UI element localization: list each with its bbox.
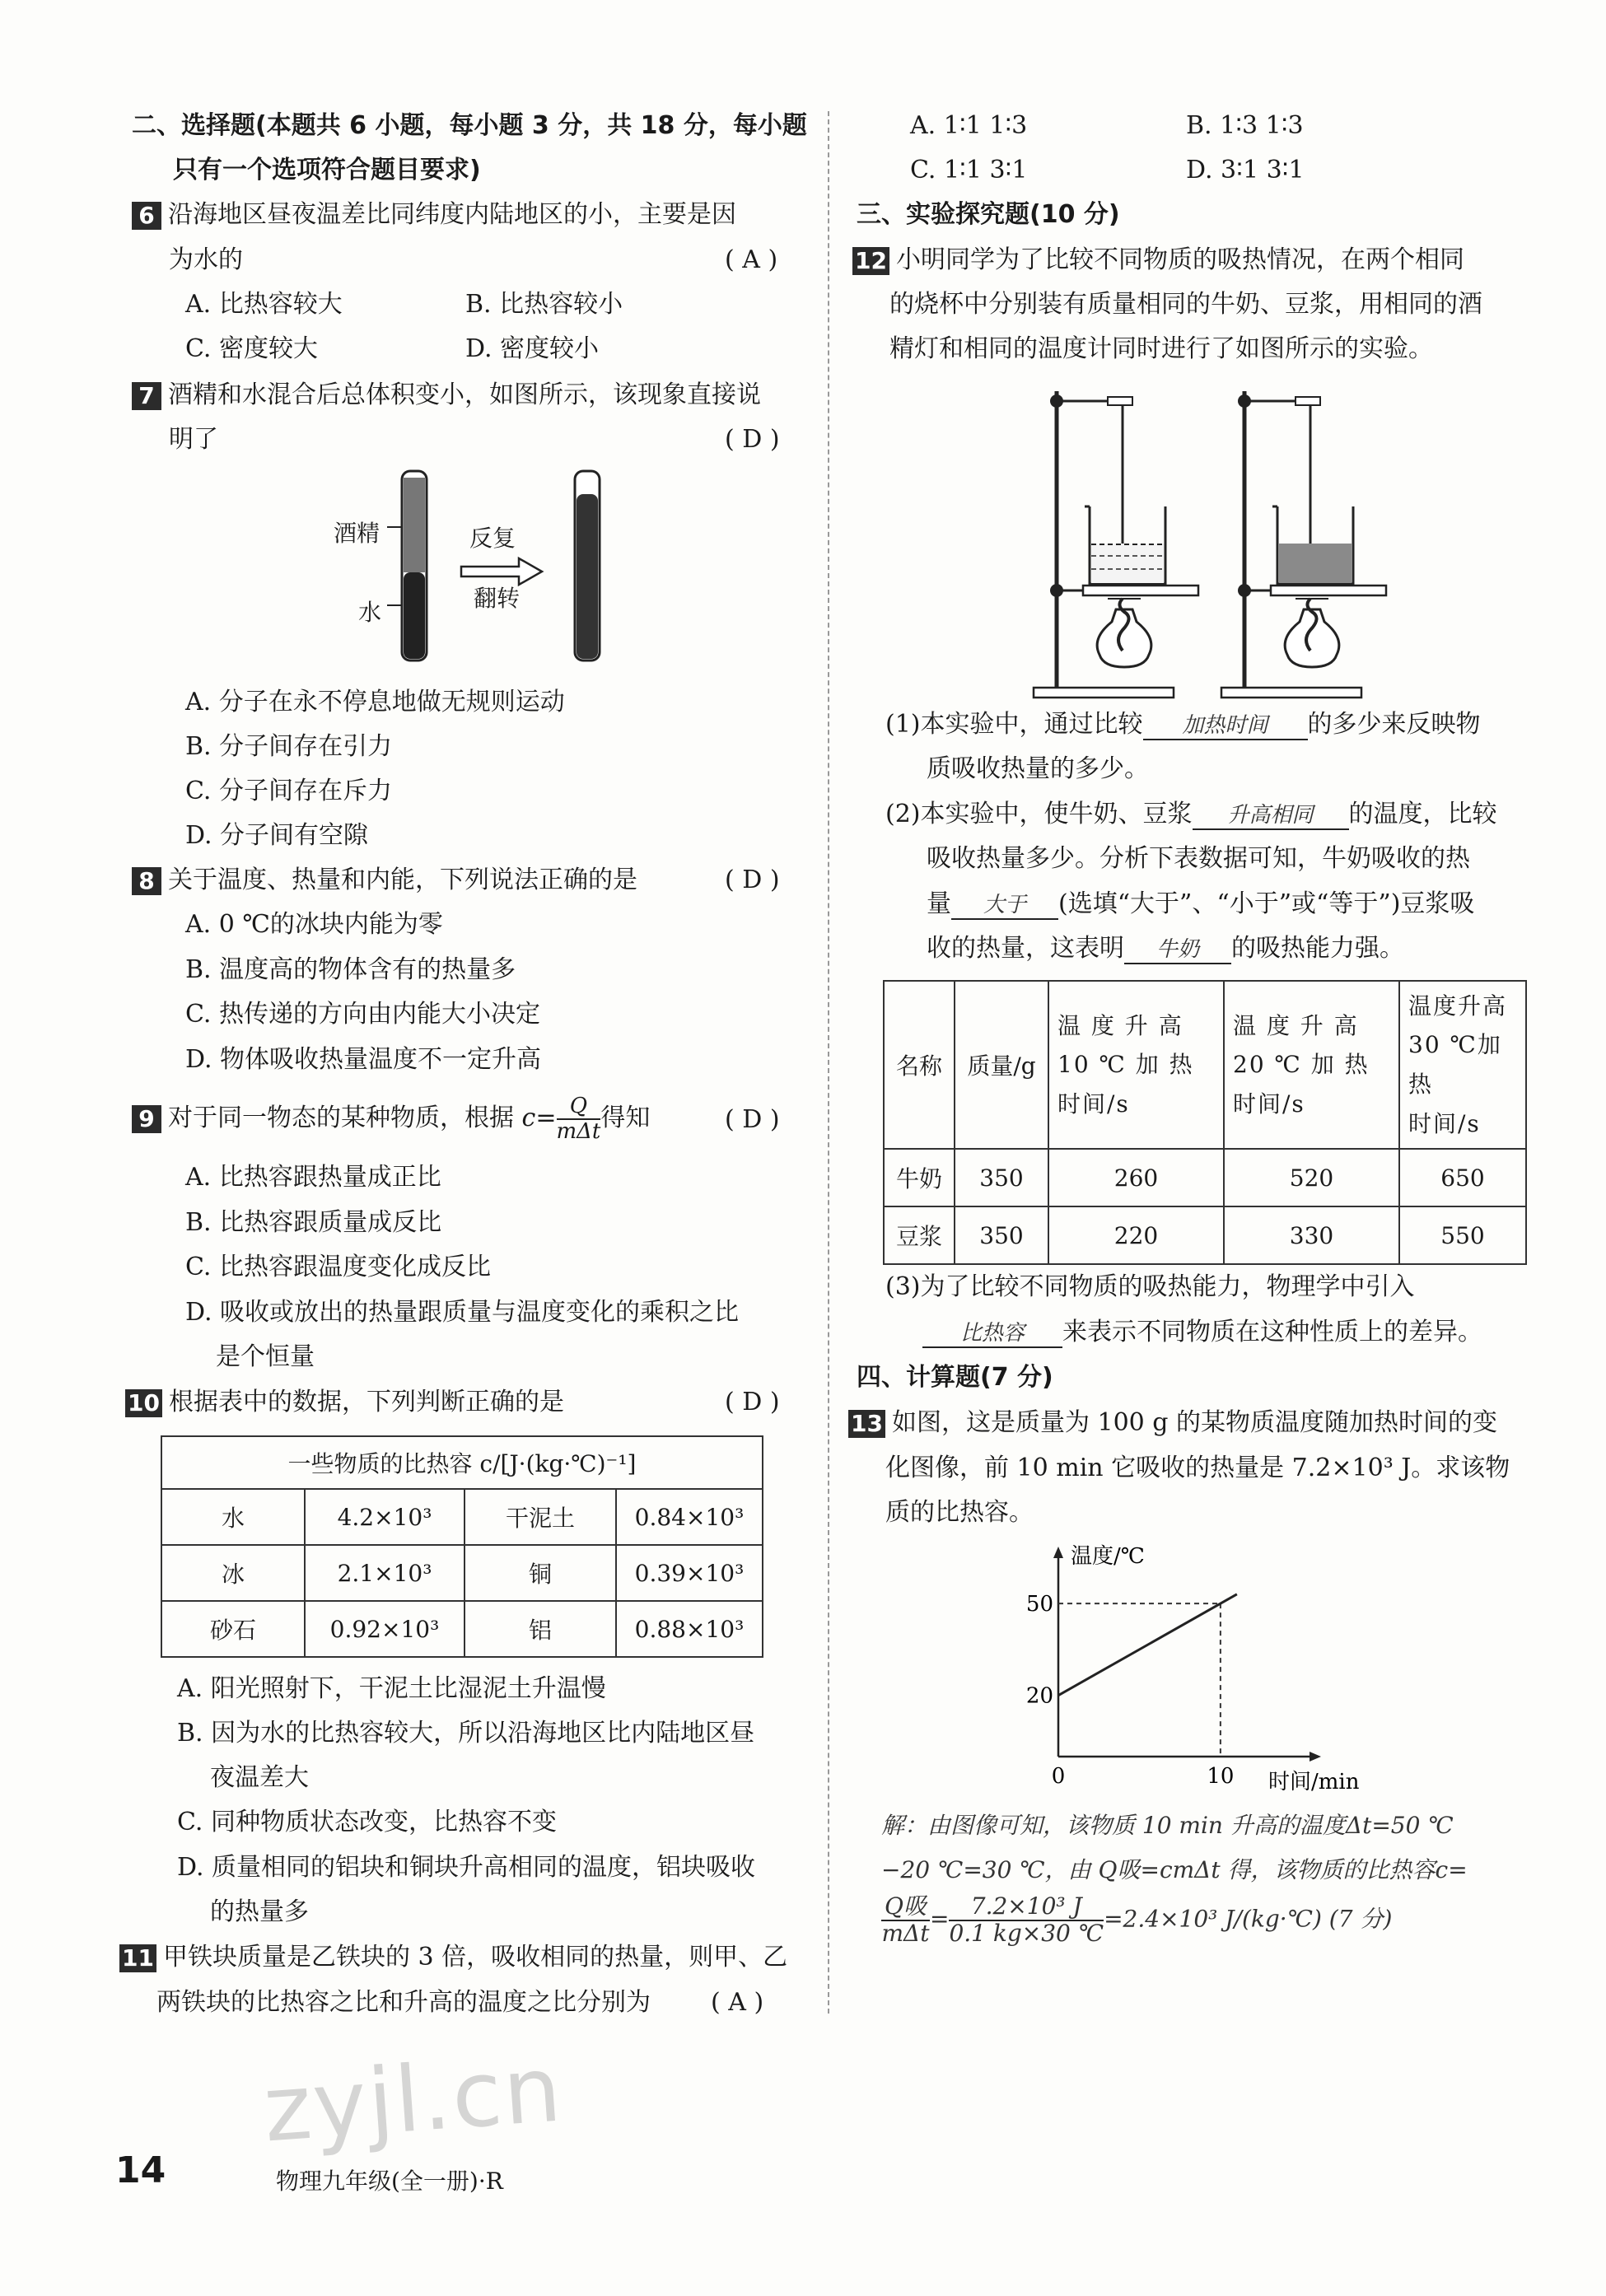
question-text: 甲铁块质量是乙铁块的 3 倍，吸收相同的热量，则甲、乙: [162, 1943, 788, 1972]
table-row: [884, 1149, 1526, 1206]
q11-option-a: A. 1∶1 1∶3: [910, 111, 1028, 140]
fill-blank[interactable]: 比热容: [922, 1321, 1062, 1348]
q12-part-2: [885, 800, 1497, 830]
table-row: [161, 1545, 763, 1601]
q11-option-d: D. 3∶1 3∶1: [1186, 156, 1305, 184]
table-cell: 330: [1224, 1206, 1399, 1264]
q11-option-b: B. 1∶3 1∶3: [1186, 111, 1304, 140]
option-b: B. 因为水的比热容较大，所以沿海地区比内陆地区昼: [177, 1719, 755, 1748]
numerator: 7.2×10³ J: [949, 1894, 1104, 1921]
option-a: A. 分子在永不停息地做无规则运动: [185, 688, 565, 716]
y-axis-label: 温度/℃: [1071, 1544, 1145, 1569]
apparatus-left: [1034, 391, 1198, 698]
section-3-heading: 三、实验探究题(10 分): [857, 200, 1120, 229]
text: 量: [927, 889, 951, 918]
table-row: [884, 1206, 1526, 1264]
x-axis-label: 时间/min: [1268, 1770, 1360, 1794]
water-layer: [404, 572, 425, 659]
table-cell: 0.92×10³: [305, 1601, 465, 1657]
result-text: =2.4×10³ J/(kg·℃) (7 分): [1104, 1905, 1393, 1933]
option-b: B. 分子间存在引力: [185, 732, 393, 761]
table-cell: 0.88×10³: [616, 1601, 763, 1657]
answer-mark: ( A ): [725, 245, 778, 274]
text: 来表示不同物质在这种性质上的差异。: [1062, 1318, 1482, 1346]
alcohol-layer: [404, 478, 425, 572]
question-text-cont: 的烧杯中分别装有质量相同的牛奶、豆浆，用相同的酒: [889, 290, 1482, 319]
table-cell: 2.1×10³: [305, 1545, 465, 1601]
option-a: A. 比热容较大: [185, 290, 343, 319]
fill-blank[interactable]: 加热时间: [1143, 713, 1308, 740]
header-line: 时间/s: [1057, 1090, 1130, 1118]
option-b-cont: 夜温差大: [210, 1763, 309, 1792]
y-tick-label: 50: [1025, 1592, 1053, 1617]
data-series-line: [1058, 1594, 1237, 1696]
formula-fraction: [557, 1094, 601, 1143]
repeat-label: 反复: [469, 525, 516, 552]
table-row: [161, 1601, 763, 1657]
q12-part-3: (3)为了比较不同物质的吸热能力，物理学中引入: [885, 1272, 1415, 1301]
table-cell: 4.2×10³: [305, 1489, 465, 1545]
option-b: B. 比热容跟质量成反比: [185, 1208, 442, 1237]
test-tube-diagram: [321, 469, 618, 675]
option-a: A. 比热容跟热量成正比: [185, 1163, 441, 1192]
question-text-cont: 明了: [169, 425, 218, 454]
table-cell: 220: [1048, 1206, 1224, 1264]
mixture-layer: [577, 494, 598, 659]
table-cell: 豆浆: [884, 1206, 955, 1264]
table-cell: 350: [955, 1149, 1048, 1206]
water-label: 水: [358, 599, 382, 626]
column-header: 质量/g: [955, 981, 1048, 1149]
header-line: 温 度 升 高: [1057, 1011, 1183, 1039]
formula-fraction: [949, 1894, 1104, 1947]
option-c: C. 密度较大: [185, 334, 318, 363]
option-d-cont: 的热量多: [210, 1897, 309, 1926]
q12-part-2-cont: 吸收热量多少。分析下表数据可知，牛奶吸收的热: [927, 844, 1470, 873]
column-divider: [828, 111, 829, 2014]
section-2-heading: 二、选择题(本题共 6 小题，每小题 3 分，共 18 分，每小题: [132, 111, 807, 140]
text: (2)本实验中，使牛奶、豆浆: [885, 800, 1193, 828]
table-cell: 水: [161, 1489, 305, 1545]
question-text-cont: 质的比热容。: [885, 1498, 1034, 1527]
x-tick-label: 10: [1207, 1764, 1235, 1789]
q12-part-3-cont: [922, 1318, 1482, 1348]
fill-blank[interactable]: 大于: [951, 893, 1058, 920]
option-d: D. 密度较小: [465, 334, 600, 363]
table-cell: 砂石: [161, 1601, 305, 1657]
header-line: 10 ℃ 加 热: [1057, 1051, 1194, 1079]
question-8: [132, 866, 637, 895]
y-axis-arrow-icon: [1053, 1547, 1063, 1558]
text: 的吸热能力强。: [1231, 934, 1404, 963]
specific-heat-table: [161, 1435, 763, 1658]
q11-option-c: C. 1∶1 3∶1: [910, 156, 1028, 184]
fill-blank[interactable]: 牛奶: [1124, 937, 1231, 964]
option-a: A. 阳光照射下，干泥土比湿泥土升温慢: [177, 1674, 606, 1703]
question-number: 13: [848, 1410, 885, 1438]
table-header-row: [884, 981, 1526, 1149]
question-text: 小明同学为了比较不同物质的吸热情况，在两个相同: [895, 245, 1464, 274]
q12-part-2-cont: [927, 934, 1404, 964]
option-b: B. 比热容较小: [465, 290, 623, 319]
test-tube-figure: [321, 469, 618, 675]
question-text: 对于同一物态的某种物质，根据: [168, 1104, 514, 1132]
q12-part-1-cont: 质吸收热量的多少。: [927, 754, 1149, 783]
answer-mark: ( D ): [725, 1388, 780, 1416]
text: 的多少来反映物: [1307, 710, 1481, 739]
header-line: 时间/s: [1408, 1109, 1481, 1137]
table-title: 一些物质的比热容 c/[J·(kg·℃)⁻¹]: [161, 1436, 763, 1489]
watermark: zyjl.cn: [259, 2036, 567, 2163]
text: (1)本实验中，通过比较: [885, 710, 1143, 739]
table-cell: 铜: [465, 1545, 616, 1601]
question-number: 6: [132, 202, 161, 230]
question-number: 9: [132, 1105, 161, 1133]
table-cell: 0.39×10³: [616, 1545, 763, 1601]
formula-lhs: c=: [521, 1104, 557, 1132]
fill-blank[interactable]: 升高相同: [1193, 803, 1349, 830]
option-d: D. 质量相同的铝块和铜块升高相同的温度，铝块吸收: [177, 1853, 756, 1882]
option-c: C. 分子间存在斥力: [185, 777, 392, 805]
x-tick-label: 0: [1051, 1764, 1066, 1789]
question-number: 10: [125, 1389, 162, 1417]
x-axis-arrow-icon: [1310, 1752, 1321, 1762]
formula-denominator: mΔt: [556, 1119, 601, 1144]
option-d: D. 吸收或放出的热量跟质量与温度变化的乘积之比: [185, 1298, 740, 1327]
question-text: 如图，这是质量为 100 g 的某物质温度随加热时间的变: [891, 1408, 1498, 1437]
header-line: 时间/s: [1233, 1090, 1305, 1118]
heating-time-table: [883, 980, 1527, 1265]
text: (选填“大于”、“小于”或“等于”)豆浆吸: [1058, 889, 1475, 918]
section-2-heading-cont: 只有一个选项符合题目要求): [173, 156, 481, 184]
solution-line-2: −20 ℃=30 ℃，由 Q吸=cmΔt 得，该物质的比热容c=: [881, 1856, 1468, 1883]
book-title: 物理九年级(全一册)·R: [276, 2168, 503, 2195]
alcohol-label: 酒精: [334, 520, 380, 547]
option-d: D. 物体吸收热量温度不一定升高: [185, 1045, 542, 1074]
option-d-cont: 是个恒量: [216, 1342, 315, 1371]
question-13: [848, 1408, 1497, 1438]
apparatus-right: [1221, 391, 1386, 698]
answer-mark: ( D ): [725, 425, 780, 454]
heating-apparatus-figure: [1025, 383, 1388, 704]
question-number: 11: [119, 1944, 156, 1972]
table-cell: 冰: [161, 1545, 305, 1601]
question-6: [132, 200, 736, 230]
table-cell: 550: [1399, 1206, 1526, 1264]
q12-part-1: [885, 710, 1481, 740]
header-line: 30 ℃加热: [1408, 1031, 1502, 1098]
question-text: 根据表中的数据，下列判断正确的是: [168, 1388, 564, 1416]
question-number: 8: [132, 867, 161, 895]
column-header-30: [1399, 981, 1526, 1149]
q12-part-2-cont: [927, 889, 1474, 920]
question-10: [125, 1388, 564, 1417]
question-7: [132, 380, 761, 410]
option-c: C. 同种物质状态改变，比热容不变: [177, 1808, 557, 1836]
header-line: 温 度 升 高: [1233, 1011, 1359, 1039]
option-b: B. 温度高的物体含有的热量多: [185, 955, 516, 984]
table-cell: 0.84×10³: [616, 1489, 763, 1545]
header-line: 20 ℃ 加 热: [1233, 1051, 1370, 1079]
answer-mark: ( A ): [711, 1988, 764, 2017]
page-number: 14: [115, 2149, 166, 2191]
answer-mark: ( D ): [725, 1105, 780, 1134]
table-cell: 牛奶: [884, 1149, 955, 1206]
question-text-cont: 两铁块的比热容之比和升高的温度之比分别为: [156, 1988, 651, 2017]
header-line: 温度升高: [1408, 992, 1508, 1020]
flip-label: 翻转: [474, 585, 521, 612]
option-a: A. 0 ℃的冰块内能为零: [185, 910, 443, 939]
option-c: C. 热传递的方向由内能大小决定: [185, 1000, 540, 1029]
question-text: 酒精和水混合后总体积变小，如图所示，该现象直接说: [168, 380, 761, 409]
denominator: 0.1 kg×30 ℃: [949, 1919, 1104, 1947]
option-c: C. 比热容跟温度变化成反比: [185, 1253, 491, 1281]
solution-line-3: $\frac{\text{Q吸}}{\text{mΔt}}$ = $\frac{\text{7.2×10³ J}}{0.1 kg\times 30 ℃}$ =2.4×10³ J/(kg·℃) (7 分): [881, 1892, 1393, 1947]
text: 收的热量，这表明: [927, 934, 1124, 963]
question-text-cont: 为水的: [169, 245, 243, 274]
formula-fraction: [881, 1894, 930, 1947]
temperature-time-chart: [1013, 1540, 1384, 1804]
question-number: 12: [852, 247, 889, 275]
question-9: [132, 1094, 650, 1144]
question-12: [852, 245, 1464, 275]
formula-numerator: Q: [557, 1094, 601, 1120]
denominator: mΔt: [881, 1919, 930, 1947]
table-row: [161, 1489, 763, 1545]
question-number: 7: [132, 382, 161, 410]
question-text: 沿海地区昼夜温差比同纬度内陆地区的小，主要是因: [168, 200, 736, 229]
question-text-tail: 得知: [600, 1104, 651, 1132]
question-text-cont: 精灯和相同的温度计同时进行了如图所示的实验。: [889, 334, 1433, 363]
text: 的温度，比较: [1348, 800, 1497, 828]
section-4-heading: 四、计算题(7 分): [857, 1363, 1053, 1392]
table-cell: 260: [1048, 1149, 1224, 1206]
table-cell: 铝: [465, 1601, 616, 1657]
question-text-cont: 化图像，前 10 min 它吸收的热量是 7.2×10³ J。求该物: [885, 1454, 1510, 1482]
column-header: 名称: [884, 981, 955, 1149]
solution-line-1: 解：由图像可知，该物质 10 min 升高的温度Δt=50 ℃: [881, 1812, 1454, 1839]
table-cell: 干泥土: [465, 1489, 616, 1545]
question-11: [119, 1943, 787, 1972]
answer-mark: ( D ): [725, 866, 780, 894]
column-header-10: [1048, 981, 1224, 1149]
option-d: D. 分子间有空隙: [185, 821, 369, 850]
numerator: Q吸: [881, 1894, 930, 1921]
table-cell: 650: [1399, 1149, 1526, 1206]
y-tick-label: 20: [1025, 1683, 1053, 1709]
question-text: 关于温度、热量和内能，下列说法正确的是: [168, 866, 637, 894]
table-cell: 350: [955, 1206, 1048, 1264]
column-header-20: [1224, 981, 1399, 1149]
table-cell: 520: [1224, 1149, 1399, 1206]
